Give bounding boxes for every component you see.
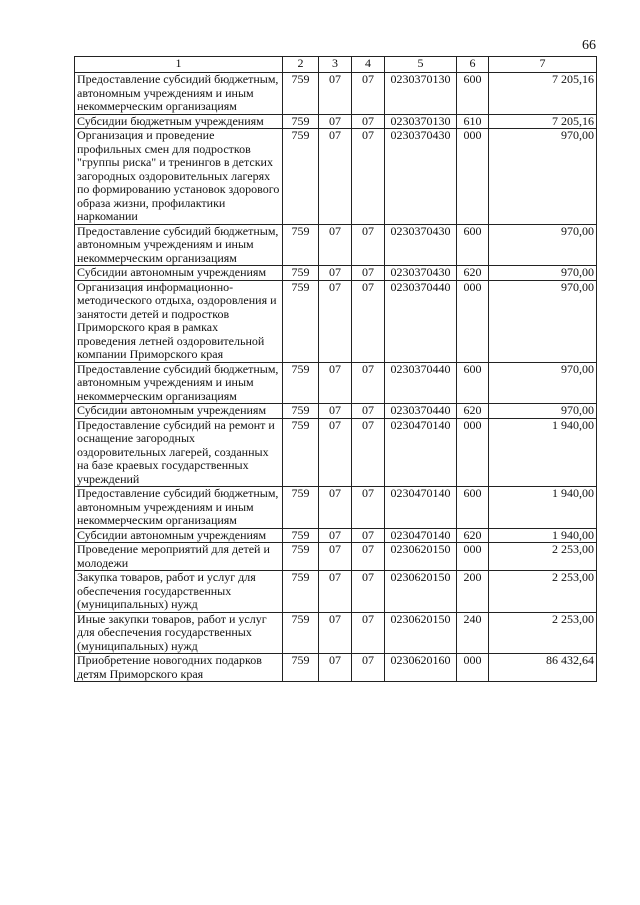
row-code-cell: 240 [457, 612, 489, 654]
row-code-cell: 759 [283, 114, 319, 129]
row-name-cell: Субсидии бюджетным учреждениям [75, 114, 283, 129]
row-code-cell: 0230370430 [385, 129, 457, 225]
table-row [75, 362, 597, 404]
table-row [75, 612, 597, 654]
row-code-cell: 0230620150 [385, 612, 457, 654]
row-code-cell: 07 [319, 73, 352, 115]
row-code-cell: 620 [457, 266, 489, 281]
row-code-cell: 000 [457, 654, 489, 682]
row-code-cell: 759 [283, 266, 319, 281]
row-code-cell: 0230370440 [385, 280, 457, 362]
table-row [75, 418, 597, 487]
row-code-cell: 759 [283, 129, 319, 225]
row-code-cell: 07 [352, 571, 385, 613]
row-code-cell: 759 [283, 571, 319, 613]
row-name-cell: Предоставление субсидий бюджетным, автономным учреждениям и иным некоммерческим организациям [75, 224, 283, 266]
row-code-cell: 07 [319, 404, 352, 419]
row-code-cell: 0230370130 [385, 73, 457, 115]
column-header: 1 [75, 57, 283, 73]
row-code-cell: 07 [319, 571, 352, 613]
row-code-cell: 759 [283, 612, 319, 654]
row-sum-cell: 970,00 [489, 266, 597, 281]
row-code-cell: 07 [319, 129, 352, 225]
row-code-cell: 0230370430 [385, 266, 457, 281]
row-code-cell: 000 [457, 543, 489, 571]
row-name-cell: Субсидии автономным учреждениям [75, 404, 283, 419]
table-row [75, 266, 597, 281]
row-code-cell: 07 [319, 266, 352, 281]
row-code-cell: 07 [352, 528, 385, 543]
row-code-cell: 759 [283, 654, 319, 682]
row-code-cell: 759 [283, 224, 319, 266]
row-code-cell: 0230620150 [385, 571, 457, 613]
row-code-cell: 759 [283, 487, 319, 529]
table-row [75, 280, 597, 362]
row-code-cell: 000 [457, 418, 489, 487]
table-row [75, 654, 597, 682]
table-row [75, 129, 597, 225]
column-header: 3 [319, 57, 352, 73]
row-code-cell: 0230470140 [385, 487, 457, 529]
row-sum-cell: 2 253,00 [489, 612, 597, 654]
column-header: 7 [489, 57, 597, 73]
row-code-cell: 0230470140 [385, 418, 457, 487]
row-name-cell: Предоставление субсидий бюджетным, автономным учреждениям и иным некоммерческим организациям [75, 362, 283, 404]
column-header: 5 [385, 57, 457, 73]
row-code-cell: 07 [319, 487, 352, 529]
row-code-cell: 07 [352, 487, 385, 529]
row-code-cell: 07 [352, 224, 385, 266]
row-code-cell: 0230370430 [385, 224, 457, 266]
row-code-cell: 07 [352, 266, 385, 281]
row-code-cell: 0230370440 [385, 362, 457, 404]
column-header: 4 [352, 57, 385, 73]
row-code-cell: 07 [319, 224, 352, 266]
row-code-cell: 0230620160 [385, 654, 457, 682]
row-code-cell: 0230620150 [385, 543, 457, 571]
column-header: 2 [283, 57, 319, 73]
row-sum-cell: 2 253,00 [489, 543, 597, 571]
row-sum-cell: 7 205,16 [489, 114, 597, 129]
table-row [75, 73, 597, 115]
row-code-cell: 000 [457, 280, 489, 362]
row-code-cell: 07 [319, 528, 352, 543]
row-sum-cell: 1 940,00 [489, 528, 597, 543]
row-code-cell: 07 [352, 362, 385, 404]
row-code-cell: 0230370440 [385, 404, 457, 419]
table-row [75, 543, 597, 571]
table-row [75, 404, 597, 419]
table-row [75, 487, 597, 529]
row-name-cell: Предоставление субсидий на ремонт и оснащение загородных оздоровительных лагерей, созданных на базе краевых государственных учреждений [75, 418, 283, 487]
row-code-cell: 600 [457, 487, 489, 529]
row-name-cell: Организация и проведение профильных смен для подростков "группы риска" и тренингов в детских загородных оздоровительных лагерях по формированию установок здорового образа жизни, профилактики наркомании [75, 129, 283, 225]
row-sum-cell: 970,00 [489, 362, 597, 404]
row-sum-cell: 2 253,00 [489, 571, 597, 613]
row-name-cell: Приобретение новогодних подарков детям Приморского края [75, 654, 283, 682]
row-code-cell: 07 [319, 114, 352, 129]
row-code-cell: 759 [283, 404, 319, 419]
row-sum-cell: 970,00 [489, 404, 597, 419]
row-code-cell: 620 [457, 404, 489, 419]
row-sum-cell: 86 432,64 [489, 654, 597, 682]
row-code-cell: 07 [319, 280, 352, 362]
row-code-cell: 200 [457, 571, 489, 613]
row-code-cell: 07 [352, 543, 385, 571]
row-code-cell: 07 [319, 612, 352, 654]
table-row [75, 114, 597, 129]
row-code-cell: 07 [352, 73, 385, 115]
row-name-cell: Субсидии автономным учреждениям [75, 528, 283, 543]
row-code-cell: 07 [352, 404, 385, 419]
row-code-cell: 07 [352, 114, 385, 129]
row-code-cell: 07 [319, 418, 352, 487]
row-code-cell: 07 [352, 280, 385, 362]
row-code-cell: 600 [457, 362, 489, 404]
row-sum-cell: 1 940,00 [489, 418, 597, 487]
row-code-cell: 759 [283, 280, 319, 362]
row-code-cell: 759 [283, 73, 319, 115]
row-name-cell: Закупка товаров, работ и услуг для обеспечения государственных (муниципальных) нужд [75, 571, 283, 613]
row-code-cell: 620 [457, 528, 489, 543]
row-code-cell: 07 [352, 129, 385, 225]
row-code-cell: 0230470140 [385, 528, 457, 543]
row-name-cell: Проведение мероприятий для детей и молодежи [75, 543, 283, 571]
row-code-cell: 600 [457, 73, 489, 115]
table-header-row [75, 57, 597, 73]
row-code-cell: 0230370130 [385, 114, 457, 129]
row-name-cell: Иные закупки товаров, работ и услуг для обеспечения государственных (муниципальных) нужд [75, 612, 283, 654]
row-code-cell: 07 [319, 543, 352, 571]
budget-table [74, 56, 597, 682]
row-code-cell: 07 [352, 654, 385, 682]
row-code-cell: 000 [457, 129, 489, 225]
table-row [75, 528, 597, 543]
row-name-cell: Организация информационно-методического отдыха, оздоровления и занятости детей и подростков Приморского края в рамках проведения летней оздоровительной компании Приморского края [75, 280, 283, 362]
column-header: 6 [457, 57, 489, 73]
row-name-cell: Субсидии автономным учреждениям [75, 266, 283, 281]
row-sum-cell: 970,00 [489, 129, 597, 225]
row-code-cell: 07 [352, 612, 385, 654]
table-row [75, 224, 597, 266]
row-code-cell: 759 [283, 528, 319, 543]
row-sum-cell: 1 940,00 [489, 487, 597, 529]
table-row [75, 571, 597, 613]
row-code-cell: 759 [283, 418, 319, 487]
row-name-cell: Предоставление субсидий бюджетным, автономным учреждениям и иным некоммерческим организациям [75, 487, 283, 529]
row-code-cell: 759 [283, 362, 319, 404]
row-sum-cell: 970,00 [489, 224, 597, 266]
row-sum-cell: 7 205,16 [489, 73, 597, 115]
row-code-cell: 610 [457, 114, 489, 129]
row-code-cell: 600 [457, 224, 489, 266]
row-name-cell: Предоставление субсидий бюджетным, автономным учреждениям и иным некоммерческим организациям [75, 73, 283, 115]
row-code-cell: 07 [319, 362, 352, 404]
row-code-cell: 759 [283, 543, 319, 571]
row-code-cell: 07 [352, 418, 385, 487]
row-code-cell: 07 [319, 654, 352, 682]
row-sum-cell: 970,00 [489, 280, 597, 362]
page-number: 66 [582, 38, 596, 53]
